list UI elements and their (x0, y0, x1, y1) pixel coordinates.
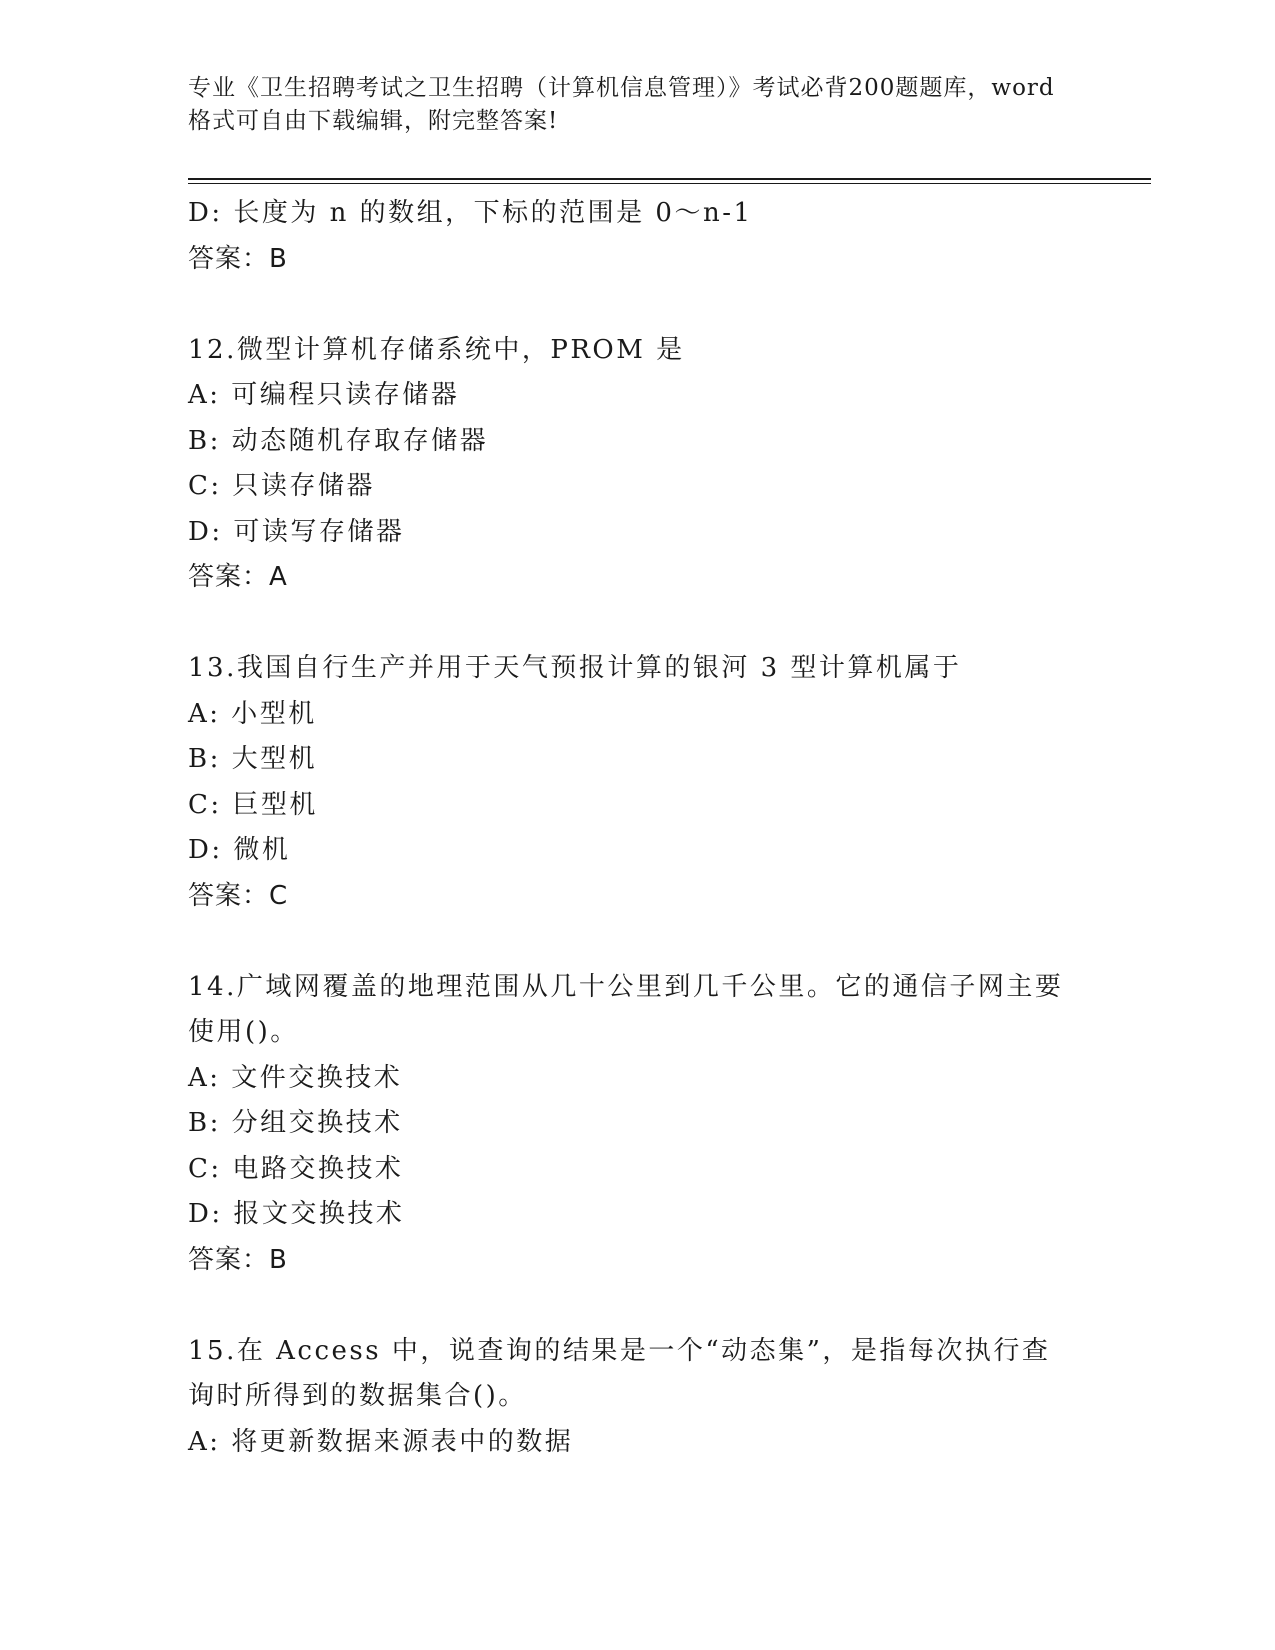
question-13-stem: 13.我国自行生产并用于天气预报计算的银河 3 型计算机属于 (188, 653, 962, 683)
option-d: D: 报文交换技术 (188, 1199, 405, 1229)
header-divider-thin (188, 183, 1151, 184)
document-header (188, 72, 1088, 138)
answer: 答案：B (188, 1244, 288, 1275)
option-b: B: 大型机 (188, 744, 318, 774)
question-14-stem-line-1: 14.广域网覆盖的地理范围从几十公里到几千公里。它的通信子网主要 (188, 971, 1064, 1002)
option-a: A: 文件交换技术 (188, 1062, 403, 1093)
header-divider (188, 178, 1151, 180)
option-d: D: 可读写存储器 (188, 516, 405, 547)
option-c: C: 电路交换技术 (188, 1153, 404, 1184)
option-b: B: 动态随机存取存储器 (188, 425, 489, 456)
question-list (188, 191, 1088, 1465)
header-line-1: 专业《卫生招聘考试之卫生招聘（计算机信息管理）》考试必背200题题库，word (188, 75, 1055, 101)
option-c: C: 只读存储器 (188, 471, 375, 501)
answer: 答案：C (188, 880, 289, 911)
header-line-2: 格式可自由下载编辑，附完整答案! (188, 108, 559, 134)
answer: 答案：A (188, 562, 288, 592)
option-a: A: 可编程只读存储器 (188, 380, 460, 410)
question-15-stem-line-1: 15.在 Access 中，说查询的结果是一个“动态集”，是指每次执行查 (188, 1335, 1051, 1366)
option-a: A: 将更新数据来源表中的数据 (188, 1426, 574, 1457)
question-15-stem-line-2: 询时所得到的数据集合()。 (188, 1381, 527, 1411)
question-12-stem: 12.微型计算机存储系统中，PROM 是 (188, 334, 685, 365)
answer: 答案：B (188, 243, 288, 274)
option-d: D: 长度为 n 的数组，下标的范围是 0～n-1 (188, 198, 753, 228)
option-b: B: 分组交换技术 (188, 1108, 403, 1138)
option-d: D: 微机 (188, 835, 291, 865)
option-c: C: 巨型机 (188, 789, 318, 820)
question-14-stem-line-2: 使用()。 (188, 1017, 299, 1047)
option-a: A: 小型机 (188, 698, 317, 729)
